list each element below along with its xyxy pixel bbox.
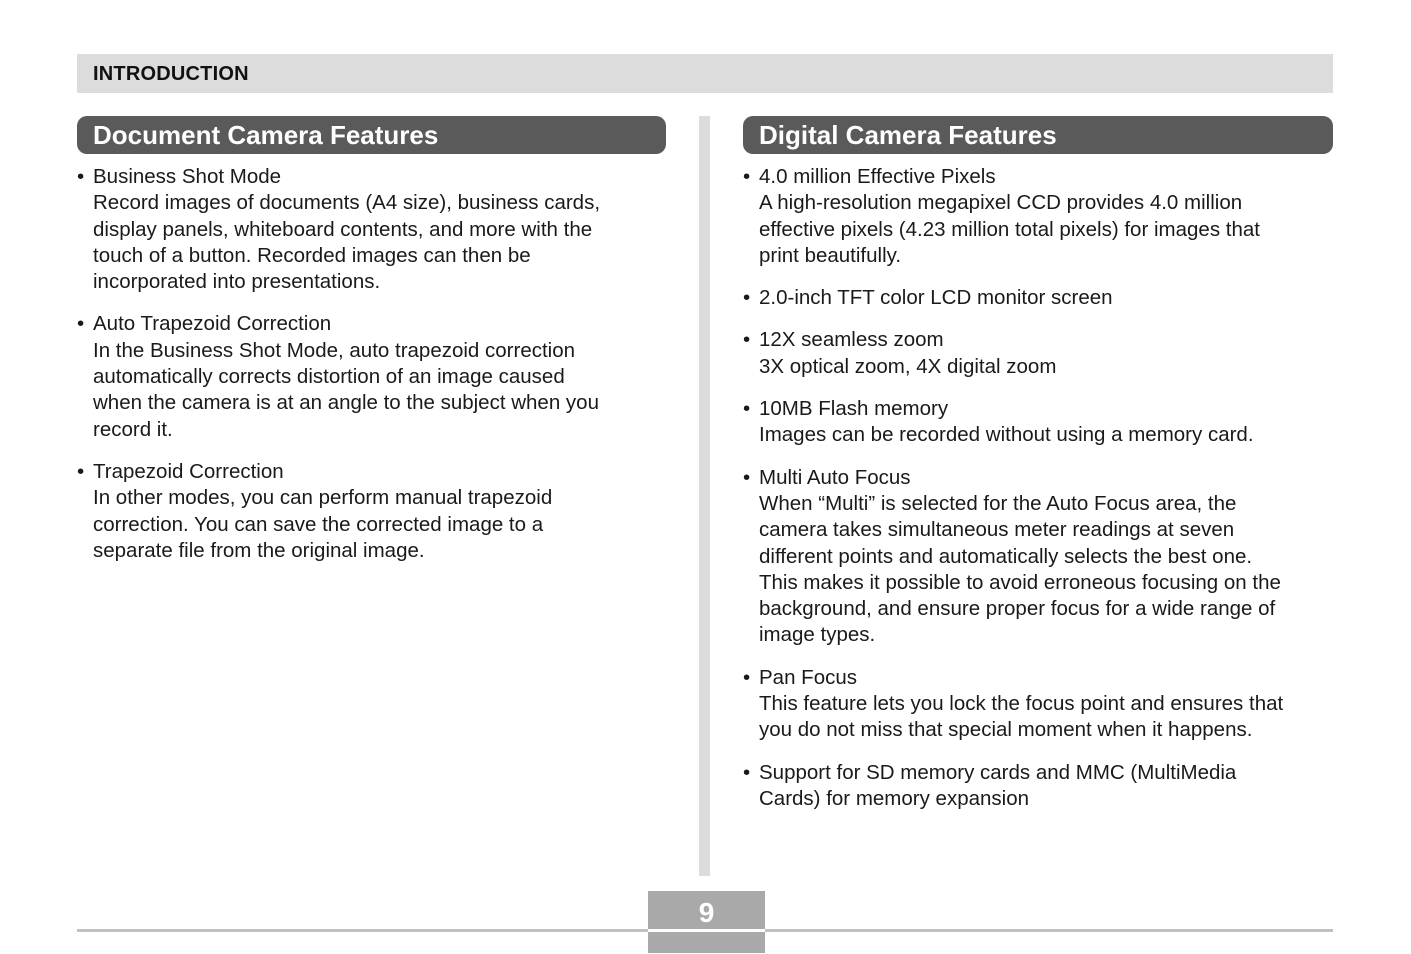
page-number-tab: [648, 891, 765, 953]
list-item: [743, 327, 1353, 380]
list-item: [743, 665, 1353, 744]
feature-title: Trapezoid Correction: [93, 459, 284, 483]
right-feature-list: [743, 164, 1353, 828]
bullet-icon: •: [743, 760, 751, 784]
bullet-icon: •: [743, 286, 751, 310]
list-item: [743, 760, 1353, 813]
left-feature-list: [77, 164, 677, 580]
bullet-icon: •: [743, 328, 751, 352]
bullet-icon: •: [743, 665, 751, 689]
section-header-title: INTRODUCTION: [93, 63, 249, 85]
feature-title: 10MB Flash memory: [759, 397, 949, 421]
list-item: [743, 285, 1353, 311]
feature-description: A high-resolution megapixel CCD provides 4.0 million effective pixels (4.23 million total pixels) for images that print beautifully.: [759, 191, 1260, 267]
feature-title: Business Shot Mode: [93, 165, 282, 188]
page-tab-divider: [648, 929, 765, 932]
bullet-icon: •: [743, 165, 751, 188]
feature-description: Images can be recorded without using a memory card.: [759, 423, 1254, 447]
feature-title: 12X seamless zoom: [759, 328, 944, 352]
feature-title: Multi Auto Focus: [759, 465, 911, 489]
bullet-icon: •: [77, 165, 85, 188]
feature-title: 2.0-inch TFT color LCD monitor screen: [759, 286, 1113, 310]
list-item: [77, 164, 677, 295]
column-divider: [699, 116, 710, 876]
list-item: [743, 396, 1353, 449]
feature-title: 4.0 million Effective Pixels: [759, 165, 996, 188]
feature-description: This feature lets you lock the focus point and ensures that you do not miss that special moment when it happens.: [759, 692, 1284, 742]
list-item: [77, 311, 677, 442]
bullet-icon: •: [77, 459, 85, 483]
list-item: [743, 465, 1353, 649]
feature-description: 3X optical zoom, 4X digital zoom: [759, 354, 1057, 378]
feature-title: Pan Focus: [759, 665, 857, 689]
feature-description: In the Business Shot Mode, auto trapezoid correction automatically corrects distortion of an image caused when the camera is at an angle to the subject when you record it.: [93, 338, 599, 441]
section-header-bar: [77, 54, 1333, 93]
feature-title: Support for SD memory cards and MMC (MultiMedia Cards) for memory expansion: [759, 760, 1237, 810]
feature-title: Auto Trapezoid Correction: [93, 312, 332, 336]
bullet-icon: •: [743, 397, 751, 421]
page-number: 9: [698, 897, 715, 928]
bullet-icon: •: [743, 465, 751, 489]
list-item: [743, 164, 1353, 269]
bullet-icon: •: [77, 312, 85, 336]
right-column-heading: Digital Camera Features: [743, 116, 1333, 154]
left-column-heading: Document Camera Features: [77, 116, 666, 154]
feature-description: In other modes, you can perform manual trapezoid correction. You can save the corrected image to a separate file from the original image.: [93, 486, 553, 562]
feature-description: When “Multi” is selected for the Auto Focus area, the camera takes simultaneous meter readings at seven different points and automatically selects the best one. This makes it possible to avoid erroneous focusing on the background, and ensure proper focus for a wide range of image types.: [759, 491, 1281, 647]
feature-description: Record images of documents (A4 size), business cards, display panels, whiteboard contents, and more with the touch of a button. Recorded images can then be incorporated into presentations.: [93, 191, 601, 294]
list-item: [77, 459, 677, 564]
